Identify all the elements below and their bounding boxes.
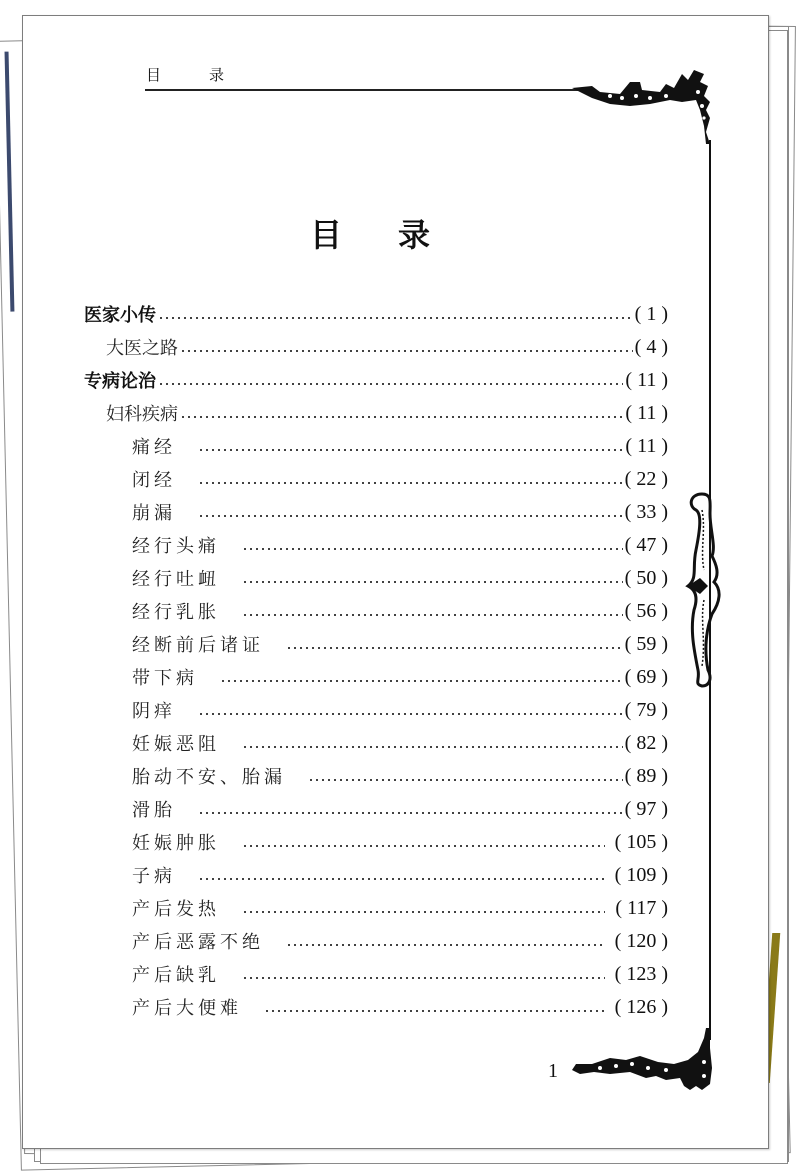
toc-entry-page: ( 82 )	[624, 731, 668, 754]
toc-entry-page: ( 11 )	[625, 434, 668, 457]
toc-entry-page: ( 105 )	[614, 830, 668, 853]
toc-entry-label: 妊娠恶阻	[132, 734, 220, 755]
dot-leader	[264, 1010, 605, 1012]
toc-entry-page: ( 56 )	[624, 599, 668, 622]
running-head	[146, 64, 224, 85]
toc-entry-label: 子病	[132, 866, 176, 887]
toc-entry[interactable]	[132, 694, 668, 726]
dot-leader	[308, 779, 623, 781]
side-ornament-icon	[682, 490, 728, 690]
toc-entry[interactable]	[132, 859, 668, 891]
dot-leader	[180, 350, 633, 352]
toc-entry[interactable]	[132, 562, 668, 594]
toc-entry-label: 滑胎	[132, 800, 176, 821]
toc-entry-page: ( 79 )	[624, 698, 668, 721]
toc-entry[interactable]	[132, 925, 668, 957]
toc-entry-label: 产后大便难	[132, 998, 242, 1019]
toc-entry-label: 产后发热	[132, 899, 220, 920]
title-left-char: 目	[310, 216, 343, 254]
dot-leader	[158, 317, 633, 319]
toc-entry-page: ( 11 )	[625, 368, 668, 391]
toc-entry[interactable]	[132, 628, 668, 660]
toc-entry-label: 妇科疾病	[106, 404, 178, 425]
toc-entry[interactable]	[132, 463, 668, 495]
toc-entry[interactable]	[84, 364, 668, 396]
toc-entry[interactable]	[132, 595, 668, 627]
dot-leader	[180, 416, 623, 418]
dot-leader	[198, 449, 623, 451]
dot-leader	[242, 845, 605, 847]
toc-entry-page: ( 109 )	[614, 863, 668, 886]
toc-entry-label: 医家小传	[84, 305, 156, 326]
running-head-right: 录	[209, 66, 225, 84]
toc-entry[interactable]	[84, 298, 668, 330]
dot-leader	[242, 977, 605, 979]
toc-entry-page: ( 123 )	[614, 962, 668, 985]
dot-leader	[242, 548, 623, 550]
dot-leader	[286, 944, 605, 946]
toc-entry-label: 大医之路	[106, 338, 178, 359]
toc-entry-page: ( 47 )	[624, 533, 668, 556]
toc-entry-label: 经行乳胀	[132, 602, 220, 623]
page-title	[310, 210, 430, 256]
toc-entry[interactable]	[132, 661, 668, 693]
toc-entry-page: ( 50 )	[624, 566, 668, 589]
toc-entry-page: ( 126 )	[614, 995, 668, 1018]
toc-entry[interactable]	[132, 892, 668, 924]
toc-entry-label: 经行头痛	[132, 536, 220, 557]
header-rule	[145, 89, 585, 91]
toc-entry-label: 痛经	[132, 437, 176, 458]
toc-entry-label: 经行吐衄	[132, 569, 220, 590]
toc-entry[interactable]	[132, 760, 668, 792]
toc-entry-page: ( 97 )	[624, 797, 668, 820]
toc-entry-page: ( 59 )	[624, 632, 668, 655]
corner-ornament-top-icon	[570, 66, 720, 146]
toc-entry-label: 产后恶露不绝	[132, 932, 264, 953]
toc-entry-label: 崩漏	[132, 503, 176, 524]
toc-entry[interactable]	[106, 397, 668, 429]
dot-leader	[242, 911, 605, 913]
toc-entry[interactable]	[106, 331, 668, 363]
dot-leader	[242, 746, 623, 748]
toc-entry-page: ( 89 )	[624, 764, 668, 787]
toc-entry-page: ( 1 )	[634, 302, 668, 325]
toc-entry-page: ( 4 )	[634, 335, 668, 358]
dot-leader	[286, 647, 623, 649]
dot-leader	[198, 812, 623, 814]
toc-entry-label: 产后缺乳	[132, 965, 220, 986]
toc-entry[interactable]	[132, 727, 668, 759]
page-number: 1	[548, 1060, 558, 1082]
dot-leader	[198, 713, 623, 715]
dot-leader	[198, 515, 623, 517]
corner-ornament-bottom-icon	[570, 1028, 720, 1098]
dot-leader	[198, 878, 605, 880]
running-head-left: 目	[146, 66, 162, 84]
dot-leader	[220, 680, 623, 682]
toc-entry-label: 胎动不安、胎漏	[132, 767, 286, 788]
dot-leader	[198, 482, 623, 484]
toc-entry-label: 带下病	[132, 668, 198, 689]
toc-entry[interactable]	[132, 991, 668, 1023]
toc-entry-page: ( 69 )	[624, 665, 668, 688]
toc-entry-page: ( 11 )	[625, 401, 668, 424]
toc-entry[interactable]	[132, 496, 668, 528]
toc-entry[interactable]	[132, 958, 668, 990]
toc-entry-page: ( 33 )	[624, 500, 668, 523]
dot-leader	[158, 383, 623, 385]
toc-entry[interactable]	[132, 529, 668, 561]
toc-entry-page: ( 117 )	[615, 896, 668, 919]
toc-entry-page: ( 22 )	[624, 467, 668, 490]
toc-entry-label: 阴痒	[132, 701, 176, 722]
dot-leader	[242, 581, 623, 583]
dot-leader	[242, 614, 623, 616]
toc-entry[interactable]	[132, 793, 668, 825]
toc-entry-label: 闭经	[132, 470, 176, 491]
toc-entry-label: 妊娠肿胀	[132, 833, 220, 854]
toc-entry-label: 专病论治	[84, 371, 156, 392]
sheet-edge-stripe	[5, 52, 15, 312]
toc-entry[interactable]	[132, 430, 668, 462]
toc-entry[interactable]	[132, 826, 668, 858]
toc-entry-label: 经断前后诸证	[132, 635, 264, 656]
toc-entry-page: ( 120 )	[614, 929, 668, 952]
title-right-char: 录	[398, 216, 431, 254]
